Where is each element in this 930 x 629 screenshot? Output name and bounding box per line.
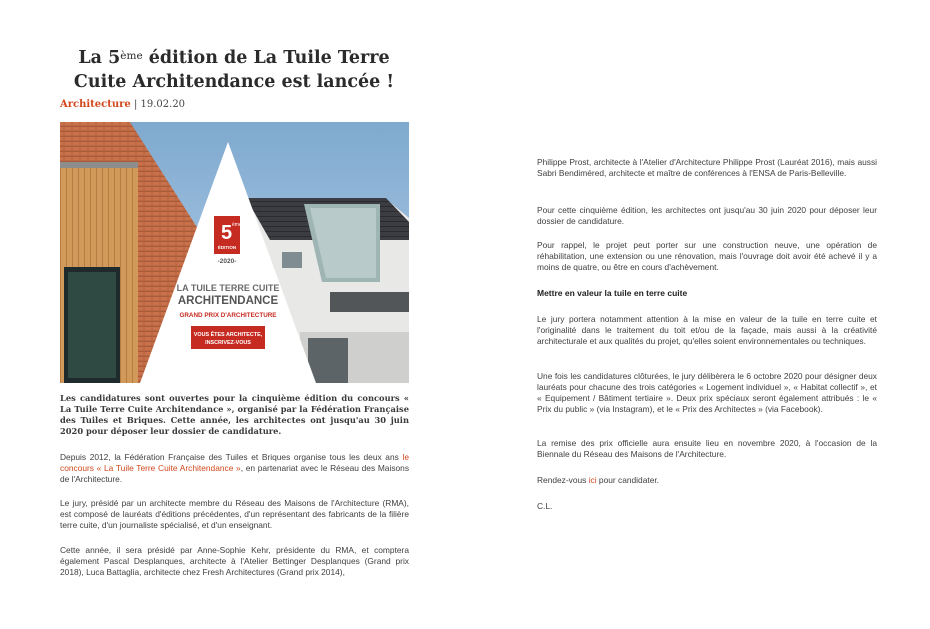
poster-line1: LA TUILE TERRE CUITE <box>176 283 280 293</box>
hero-poster-svg <box>60 122 409 383</box>
paragraph-1 <box>60 452 409 485</box>
article-title <box>60 44 408 94</box>
cta-text: Rendez-vous <box>537 475 589 485</box>
col2-paragraph-6: La remise des prix officielle aura ensuite lieu en novembre 2020, à l'occasion de la Biennale du Réseau des Maisons de l'Architecture. <box>537 438 877 459</box>
balcony-railing <box>330 292 409 312</box>
small-window <box>282 252 302 268</box>
paragraph-3: Cette année, il sera présidé par Anne-Sophie Kehr, présidente du RMA, et comptera également Pascal Desplanques, architecte à l'Atelier Bettinger Desplanques (Grand prix 2018), Luca Battaglia, architecte chez Fresh Architectures (Grand prix 2014), <box>60 545 409 577</box>
title-post: édition de La Tuile Terre Cuite Architendance est lancée ! <box>73 48 395 92</box>
window-reflection <box>68 272 116 378</box>
category-link[interactable]: Architecture <box>60 99 131 110</box>
poster-line3: GRAND PRIX D'ARCHITECTURE <box>179 312 277 319</box>
contest-link[interactable]: le concours « La Tuile Terre Cuite Architendance » <box>60 452 409 473</box>
poster-cta-line2: INSCRIVEZ-VOUS <box>205 340 251 346</box>
article-meta <box>60 99 185 110</box>
col2-paragraph-5: Une fois les candidatures clôturées, le jury délibèrera le 6 octobre 2020 pour désigner deux lauréats pour chacune des trois catégories « Logement individuel », « Habitat collectif », et « Equipement / Bâtiment tertiaire ». Deux prix spéciaux seront également attribués : le « Prix du public » (via Instagram), et le « Prix des Architectes » (via Facebook). <box>537 371 877 414</box>
paragraph-1-tail: , en partenariat avec le Réseau des Maisons de l'Architecture. <box>60 463 410 484</box>
hero-image <box>60 122 409 383</box>
col2-paragraph-4: Le jury portera notamment attention à la mise en valeur de la tuile en terre cuite et l'originalité dans le traitement du toit et/ou de la façade, mais aussi à la créativité architecturale et aux qualités du projet, qu'elles soient environnementales ou techniques. <box>537 314 877 346</box>
article-date: 19.02.20 <box>140 99 186 110</box>
badge-number: 5 <box>221 222 233 244</box>
section-subheading: Mettre en valeur la tuile en terre cuite <box>537 288 688 298</box>
cta-tail: pour candidater. <box>596 475 659 485</box>
badge-edition: ÉDITION <box>217 245 237 250</box>
title-superscript: ème <box>120 50 143 62</box>
col2-paragraph-2: Pour cette cinquième édition, les architectes ont jusqu'au 30 juin 2020 pour déposer leur dossier de candidature. <box>537 205 877 226</box>
meta-separator: | <box>130 99 141 110</box>
col2-paragraph-7 <box>537 475 877 486</box>
signature: C.L. <box>537 501 553 511</box>
apply-link[interactable]: ici <box>588 475 597 485</box>
ground-window <box>308 338 348 383</box>
col2-paragraph-3: Pour rappel, le projet peut porter sur une construction neuve, une opération de réhabilitation, une extension ou une rénovation, mais l'ouvrage doit avoir été achevé il y a moins de quatre, ou être en cours d'achèvement. <box>537 240 877 272</box>
paragraph-2: Le jury, présidé par un architecte membre du Réseau des Maisons de l'Architecture (RMA), est composé de lauréats d'éditions précédentes, d'un représentant des fabricants de la filière terre cuite, d'un journaliste spécialisé, et d'un enseignant. <box>60 498 409 530</box>
col2-paragraph-1: Philippe Prost, architecte à l'Atelier d'Architecture Philippe Prost (Lauréat 2016), mais aussi Sabri Bendiméred, architecte et maître de conférences à l'ENSA de Paris-Belleville. <box>537 157 877 178</box>
poster-cta-line1: VOUS ÊTES ARCHITECTE, <box>193 332 263 338</box>
lead-paragraph: Les candidatures sont ouvertes pour la cinquième édition du concours « La Tuile Terre Cuite Architendance », organisé par la Fédération Française des Tuiles et Briques. Cette année, les architectes ont jusqu'au 30 juin 2020 pour déposer leur dossier de candidature. <box>60 393 409 436</box>
poster-line2: ARCHITENDANCE <box>177 295 279 307</box>
paragraph-1-text: Depuis 2012, la Fédération Française des Tuiles et Briques organise tous les deux ans <box>60 452 403 462</box>
gutter <box>60 162 138 168</box>
badge-superscript: ème <box>232 222 242 228</box>
title-pre: La 5 <box>78 48 121 68</box>
badge-year: -2020- <box>217 258 237 265</box>
